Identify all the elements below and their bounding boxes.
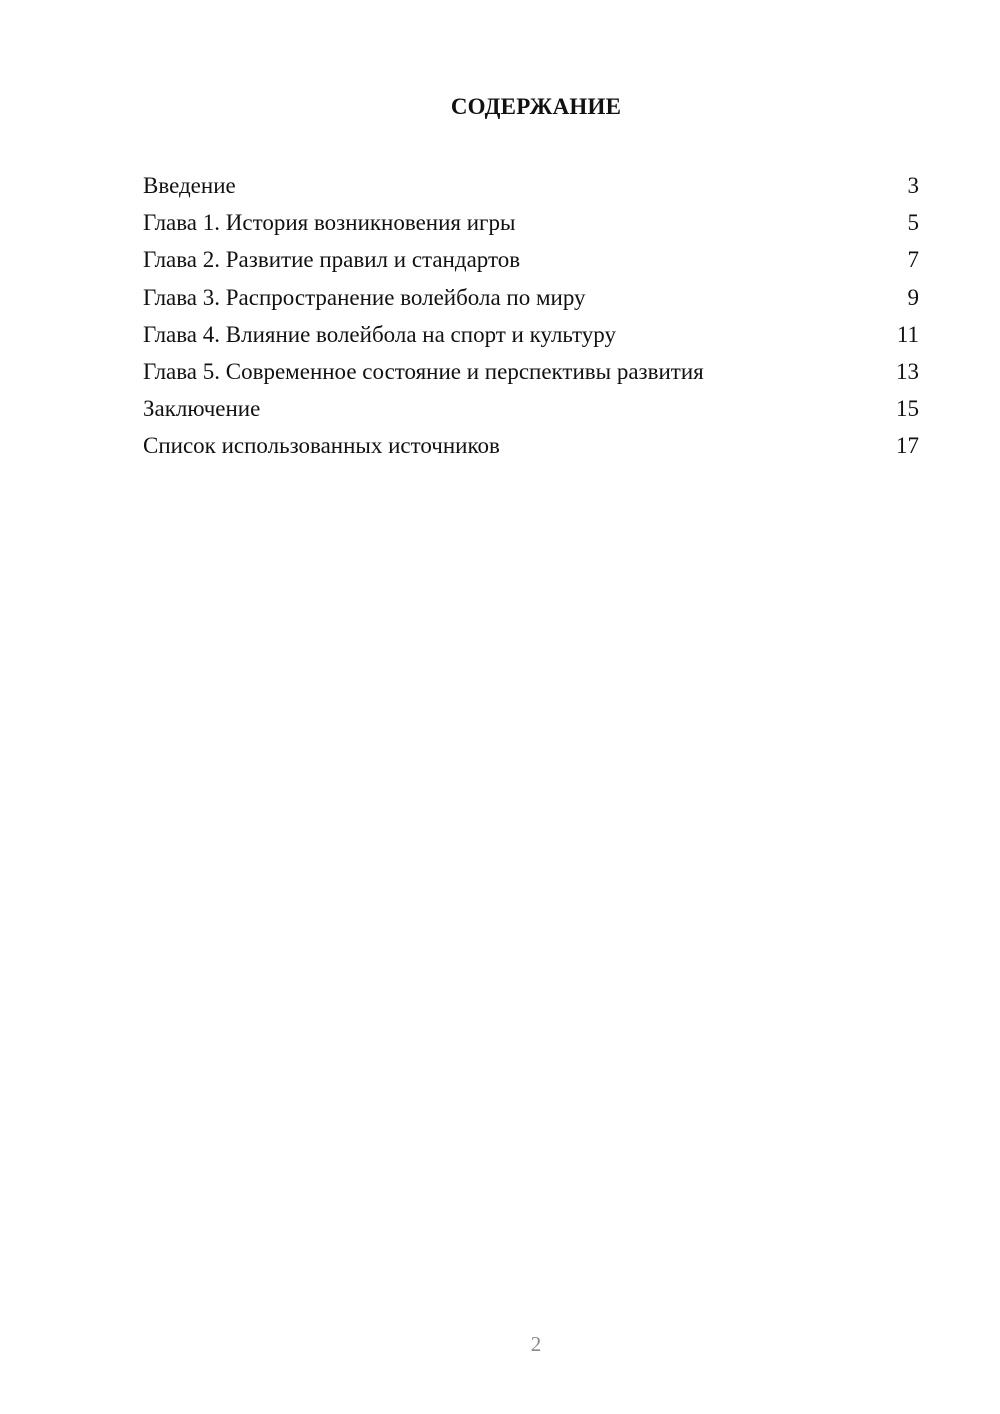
toc-item-chapter-1 [143, 204, 919, 241]
toc-item-page: 11 [896, 321, 919, 347]
toc-item-chapter-5 [143, 353, 919, 390]
toc-item-label: Глава 3. Распространение волейбола по миру [143, 284, 586, 310]
toc-item-page: 9 [907, 284, 919, 310]
toc-item-references [143, 427, 919, 464]
toc-item-chapter-3 [143, 279, 919, 316]
table-of-contents [143, 167, 919, 465]
page-number: 2 [530, 1332, 542, 1356]
toc-item-label: Глава 5. Современное состояние и перспективы развития [143, 358, 704, 384]
toc-item-page: 13 [896, 358, 919, 384]
toc-item-page: 15 [896, 396, 919, 422]
toc-item-page: 5 [907, 210, 919, 236]
toc-item-chapter-4 [143, 316, 919, 353]
toc-item-label: Глава 1. История возникновения игры [143, 210, 516, 236]
toc-item-page: 3 [907, 173, 919, 198]
toc-item-page: 17 [896, 433, 919, 459]
toc-item-page: 7 [907, 247, 919, 273]
toc-item-label: Введение [143, 173, 236, 198]
toc-item-label: Список использованных источников [143, 433, 500, 459]
toc-item-chapter-2 [143, 241, 919, 278]
toc-item-label: Глава 2. Развитие правил и стандартов [143, 247, 521, 273]
toc-item-label: Глава 4. Влияние волейбола на спорт и культуру [143, 321, 616, 347]
toc-item-introduction [143, 167, 919, 204]
toc-item-label: Заключение [143, 396, 261, 422]
page-title: СОДЕРЖАНИЕ [450, 94, 622, 119]
toc-item-conclusion [143, 390, 919, 427]
